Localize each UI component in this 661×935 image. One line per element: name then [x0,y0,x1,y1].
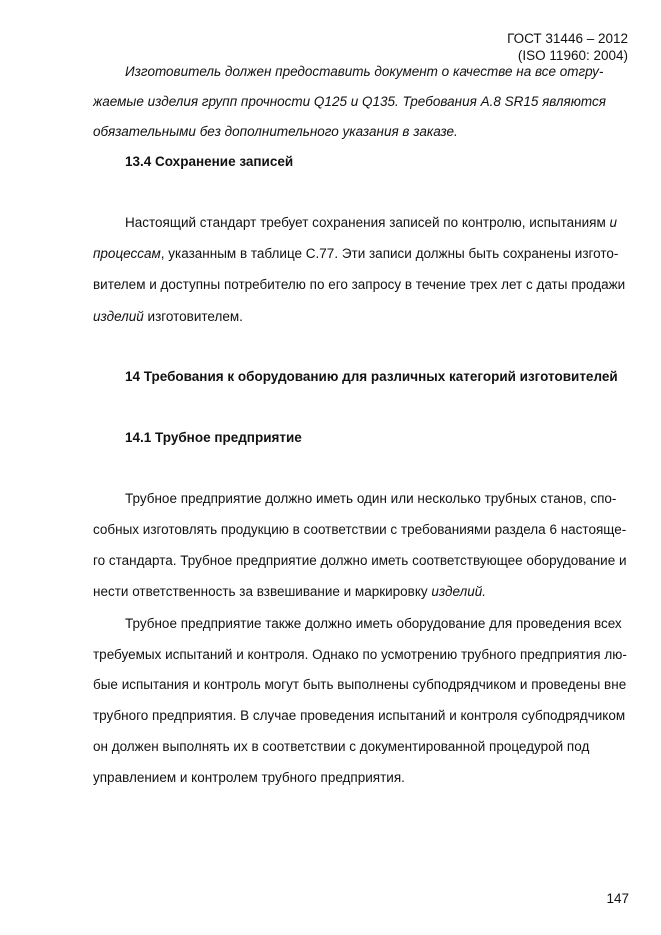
section-heading-13-4: 13.4 Сохранение записей [125,154,294,169]
page-header [507,30,628,64]
paragraph-quality-line: Изготовитель должен предоставить документ о качестве на все отгру- [125,64,604,79]
text-run-italic: изделий [93,309,144,324]
text-run-italic: изделий. [431,584,486,599]
paragraph-pipe-plant-line: го стандарта. Трубное предприятие должно иметь соответствующее оборудование и [93,553,627,568]
paragraph-pipe-plant-line: Трубное предприятие должно иметь один или несколько трубных станов, спо- [125,491,617,506]
page-number: 147 [606,891,629,906]
paragraph-pipe-plant-line [93,584,486,600]
text-run: нести ответственность за взвешивание и маркировку [93,584,432,599]
section-heading-14-1: 14.1 Трубное предприятие [125,430,302,445]
text-run: Настоящий стандарт требует сохранения записей по контролю, испытаниям [125,215,610,230]
paragraph-records-line [93,246,618,262]
text-run-italic: и [609,215,617,230]
paragraph-records-line [93,309,243,325]
text-run: , указанным в таблице С.77. Эти записи должны быть сохранены изгото- [160,246,619,261]
paragraph-quality-line: жаемые изделия групп прочности Q125 и Q135. Требования A.8 SR15 являются [93,94,606,109]
paragraph-records-line [125,215,617,231]
paragraph-testing-line: бые испытания и контроль могут быть выполнены субподрядчиком и проведены вне [93,677,627,692]
paragraph-testing-line: он должен выполнять их в соответствии с документированной процедурой под [93,739,590,754]
paragraph-records-line: вителем и доступны потребителю по его запросу в течение трех лет с даты продажи [93,277,626,292]
standard-designation: ГОСТ 31446 – 2012 [507,31,628,46]
paragraph-testing-line: Трубное предприятие также должно иметь оборудование для проведения всех [125,616,622,631]
paragraph-testing-line: трубного предприятия. В случае проведения испытаний и контроля субподрядчиком [93,708,626,723]
iso-designation: (ISO 11960: 2004) [517,48,628,63]
text-run: изготовителем. [143,309,243,324]
paragraph-quality-line: обязательными без дополнительного указания в заказе. [93,124,458,139]
text-run-italic: процессам [93,246,161,261]
paragraph-testing-line: требуемых испытаний и контроля. Однако по усмотрению трубного предприятия лю- [93,647,627,662]
paragraph-testing-line: управлением и контролем трубного предприятия. [93,770,405,785]
paragraph-pipe-plant-line: собных изготовлять продукцию в соответствии с требованиями раздела 6 настояще- [93,522,627,537]
section-heading-14: 14 Требования к оборудованию для различных категорий изготовителей [125,369,618,384]
